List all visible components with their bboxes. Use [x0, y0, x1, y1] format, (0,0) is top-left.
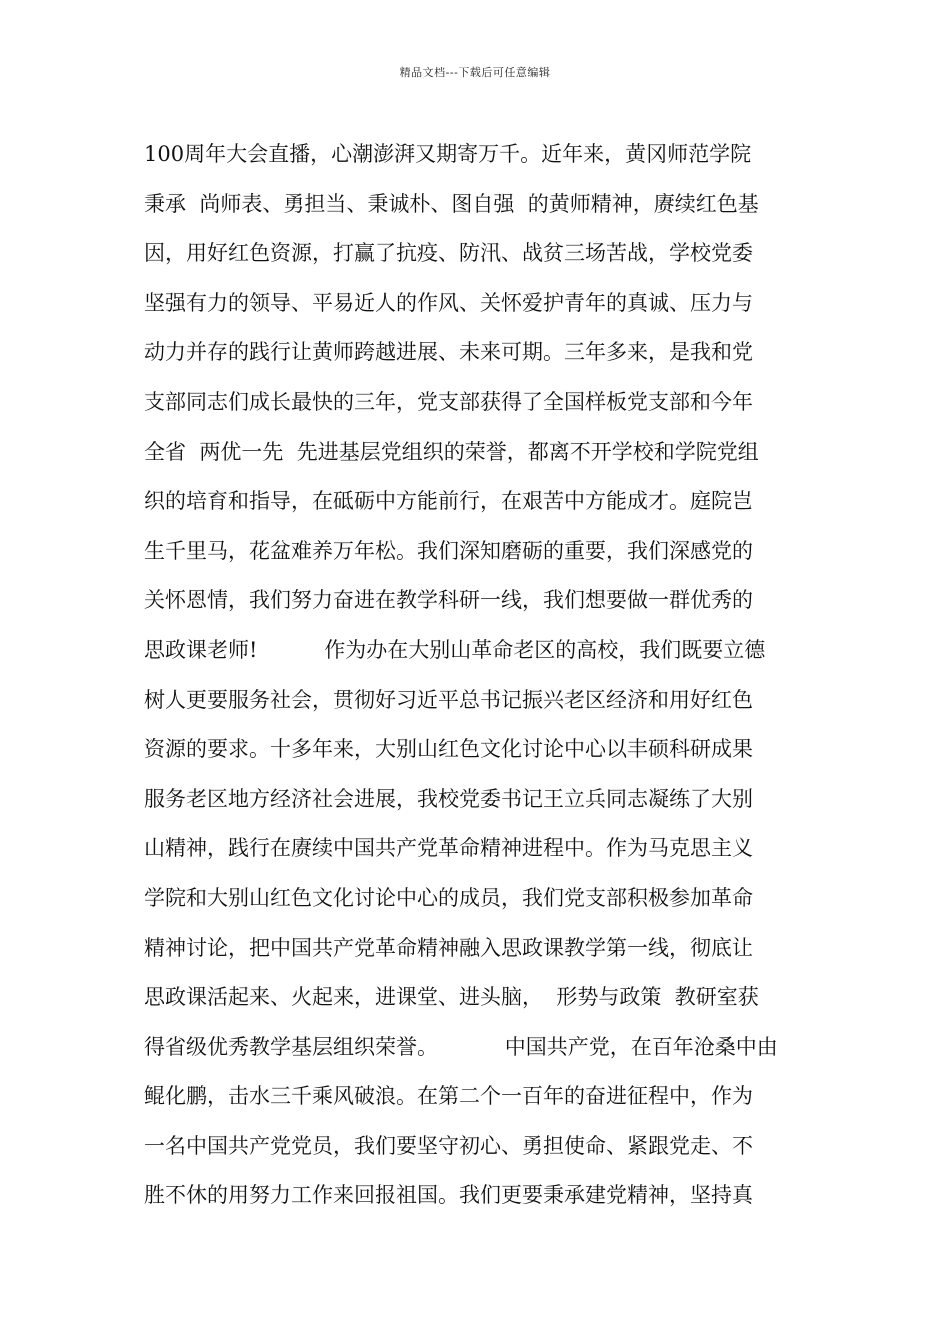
text-line-12: 树人更要服务社会，贯彻好习近平总书记振兴老区经济和用好红色 — [144, 687, 753, 712]
text-line-3: 因，用好红色资源，打赢了抗疫、防汛、战贫三场苦战，学校党委 — [144, 241, 753, 266]
text-line-14: 服务老区地方经济社会进展，我校党委书记王立兵同志凝练了大别 — [144, 786, 753, 811]
text-line-18: 思政课活起来、火起来，进课堂、进头脑， 形势与政策 教研室获 — [144, 985, 759, 1010]
text-line-13: 资源的要求。十多年来，大别山红色文化讨论中心以丰硕科研成果 — [144, 737, 753, 762]
page-header: 精品文档---下载后可任意编辑 — [399, 66, 551, 79]
text-line-22: 胜不休的用努力工作来回报祖国。我们更要秉承建党精神，坚持真 — [144, 1183, 753, 1208]
text-line-1: 100周年大会直播，心潮澎湃又期寄万千。近年来，黄冈师范学院 — [144, 142, 752, 166]
text-line-19: 得省级优秀教学基层组织荣誉。 中国共产党，在百年沧桑中由 — [144, 1034, 778, 1059]
text-line-11: 思政课老师! 作为办在大别山革命老区的高校，我们既要立德 — [144, 637, 766, 662]
text-line-17: 精神讨论，把中国共产党革命精神融入思政课教学第一线，彻底让 — [144, 935, 753, 960]
text-line-16: 学院和大别山红色文化讨论中心的成员，我们党支部积极参加革命 — [144, 885, 753, 910]
text-line-7: 全省 两优一先 先进基层党组织的荣誉，都离不开学校和学院党组 — [144, 439, 759, 464]
text-line-9: 生千里马，花盆难养万年松。我们深知磨砺的重要，我们深感党的 — [144, 538, 753, 563]
text-line-6: 支部同志们成长最快的三年，党支部获得了全国样板党支部和今年 — [144, 389, 753, 414]
text-line-2: 秉承 尚师表、勇担当、秉诚朴、图自强 的黄师精神，赓续红色基 — [144, 191, 759, 216]
text-line-5: 动力并存的践行让黄师跨越进展、未来可期。三年多来，是我和党 — [144, 340, 753, 365]
text-line-21: 一名中国共产党党员，我们要坚守初心、勇担使命、紧跟党走、不 — [144, 1133, 753, 1158]
text-line-8: 织的培育和指导，在砥砺中方能前行，在艰苦中方能成才。庭院岂 — [144, 489, 753, 514]
text-line-10: 关怀恩情，我们努力奋进在教学科研一线，我们想要做一群优秀的 — [144, 588, 753, 613]
text-line-20: 鲲化鹏，击水三千乘风破浪。在第二个一百年的奋进征程中，作为 — [144, 1084, 753, 1109]
text-line-4: 坚强有力的领导、平易近人的作风、关怀爱护青年的真诚、压力与 — [144, 290, 753, 315]
text-line-15: 山精神，践行在赓续中国共产党革命精神进程中。作为马克思主义 — [144, 836, 753, 861]
document-body — [144, 130, 814, 1221]
